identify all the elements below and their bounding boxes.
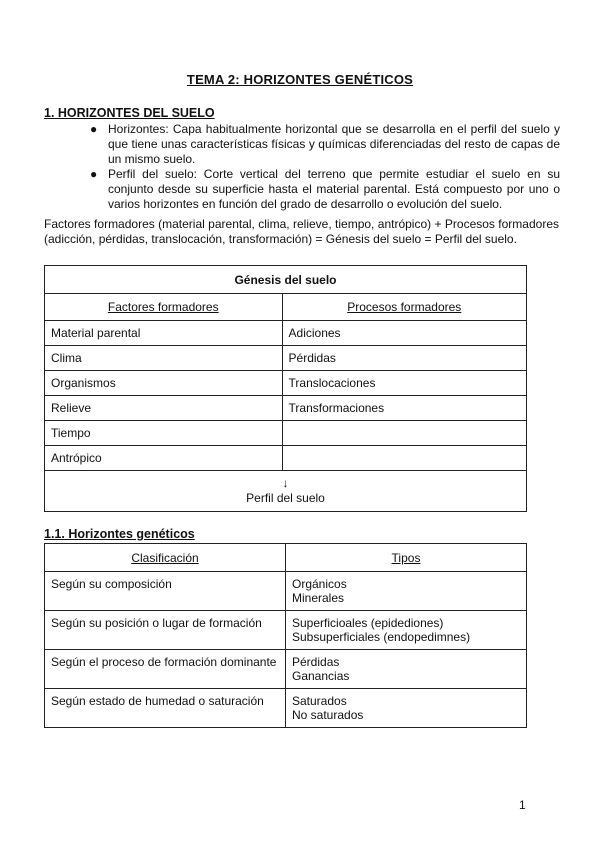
- page-title: TEMA 2: HORIZONTES GENÉTICOS: [186, 72, 414, 87]
- table-row: [45, 396, 527, 421]
- types-cell: [286, 689, 527, 728]
- type-item: Superficioales (epidediones): [292, 616, 444, 630]
- bullet-text: Horizontes: Capa habitualmente horizontal que se desarrolla en el perfil del suelo y que tiene unas características físicas y químicas diferenciadas del resto de capas de un mismo suelo.: [108, 122, 560, 166]
- table-cell: [282, 446, 526, 471]
- criterion-cell: Según el proceso de formación dominante: [45, 650, 286, 689]
- table-cell: Pérdidas: [282, 346, 526, 371]
- table-row: [45, 611, 527, 650]
- subsection-heading-horizontes-geneticos: 1.1. Horizontes genéticos: [44, 527, 195, 541]
- result-label: Perfil del suelo: [246, 491, 325, 505]
- types-cell: [286, 572, 527, 611]
- table-row: [45, 689, 527, 728]
- type-item: No saturados: [292, 708, 364, 722]
- type-item: Orgánicos: [292, 577, 347, 591]
- formula-paragraph: Factores formadores (material parental, clima, relieve, tiempo, antrópico) + Procesos formadores (adicción, pérdidas, translocación, transformación) = Génesis del suelo = Perfil del suelo.: [44, 217, 559, 246]
- table-cell: Antrópico: [45, 446, 283, 471]
- table-cell: Transformaciones: [282, 396, 526, 421]
- table-cell: Organismos: [45, 371, 283, 396]
- column-header-tipos: Tipos: [286, 544, 527, 572]
- table-row: [45, 572, 527, 611]
- table-cell: Material parental: [45, 321, 283, 346]
- table-cell: Clima: [45, 346, 283, 371]
- result-cell: [45, 471, 527, 512]
- table-row: [45, 650, 527, 689]
- table-row: [45, 421, 527, 446]
- table-cell: Adiciones: [282, 321, 526, 346]
- bullet-text: Perfil del suelo: Corte vertical del terreno que permite estudiar el suelo en su conjunto desde su superficie hasta el material parental. Está compuesto por uno o varios horizontes en función del grado de desarrollo o evolución del suelo.: [108, 167, 560, 211]
- types-cell: [286, 611, 527, 650]
- criterion-cell: Según estado de humedad o saturación: [45, 689, 286, 728]
- column-header-procesos: Procesos formadores: [282, 294, 526, 321]
- bullet-list: [90, 122, 560, 212]
- type-item: Saturados: [292, 694, 347, 708]
- table-cell: [282, 421, 526, 446]
- table-row: [45, 346, 527, 371]
- bullet-item-horizontes: [90, 122, 560, 167]
- type-item: Subsuperficiales (endopedimnes): [292, 630, 471, 644]
- criterion-cell: Según su composición: [45, 572, 286, 611]
- column-header-clasificacion: Clasificación: [45, 544, 286, 572]
- column-header-factores: Factores formadores: [45, 294, 283, 321]
- table-row: [45, 446, 527, 471]
- table-row: [45, 371, 527, 396]
- bullet-icon: ●: [90, 122, 98, 136]
- horizons-table: [44, 543, 527, 728]
- bullet-icon: ●: [90, 167, 98, 181]
- types-cell: [286, 650, 527, 689]
- criterion-cell: Según su posición o lugar de formación: [45, 611, 286, 650]
- type-item: Ganancias: [292, 669, 350, 683]
- genesis-table: [44, 265, 527, 512]
- table-cell: Tiempo: [45, 421, 283, 446]
- type-item: Pérdidas: [292, 655, 340, 669]
- bullet-item-perfil: [90, 167, 560, 212]
- table-cell: Relieve: [45, 396, 283, 421]
- page-number: 1: [519, 798, 526, 812]
- table-cell: Translocaciones: [282, 371, 526, 396]
- type-item: Minerales: [292, 591, 345, 605]
- genesis-table-caption: Génesis del suelo: [45, 266, 527, 294]
- down-arrow-icon: ↓: [282, 476, 289, 490]
- table-row: [45, 321, 527, 346]
- section-heading-horizontes: 1. HORIZONTES DEL SUELO: [44, 106, 215, 120]
